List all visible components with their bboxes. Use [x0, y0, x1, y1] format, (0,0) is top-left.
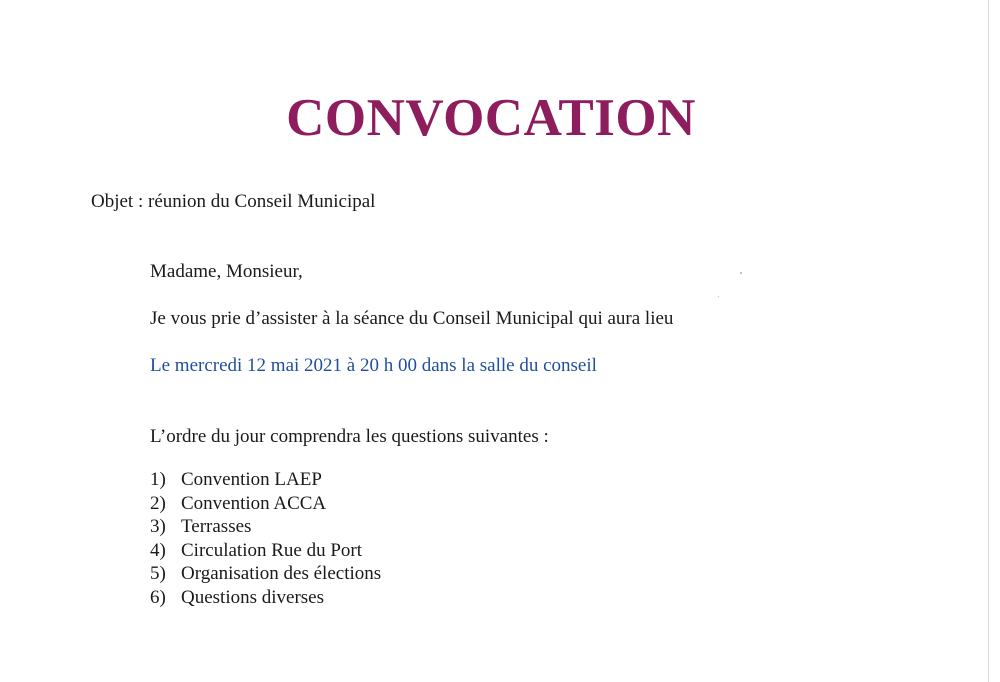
agenda-item-number: 2)	[150, 492, 166, 514]
agenda-intro: L’ordre du jour comprendra les questions suivantes :	[150, 426, 549, 447]
request-sentence: Je vous prie d’assister à la séance du Conseil Municipal qui aura lieu	[150, 308, 674, 329]
agenda-item-label: Circulation Rue du Port	[181, 539, 363, 561]
agenda-item-label: Terrasses	[181, 516, 252, 537]
agenda-item	[150, 562, 381, 586]
agenda-item-number: 1)	[150, 469, 166, 490]
meeting-date-location: Le mercredi 12 mai 2021 à 20 h 00 dans la salle du conseil	[150, 355, 597, 376]
agenda-item	[150, 468, 381, 492]
agenda-item	[150, 586, 381, 610]
agenda-item	[150, 539, 381, 563]
page-edge-line	[988, 0, 989, 682]
agenda-item-number: 5)	[150, 563, 166, 584]
agenda-item-label: Convention LAEP	[181, 469, 322, 490]
agenda-item-number: 6)	[150, 586, 166, 608]
agenda-item-number: 3)	[150, 516, 166, 537]
scan-speck	[718, 296, 719, 297]
agenda-item-label: Questions diverses	[181, 586, 325, 608]
agenda-item-label: Convention ACCA	[181, 492, 327, 514]
document-title: CONVOCATION	[286, 88, 696, 147]
agenda-item-number: 4)	[150, 539, 166, 561]
scan-speck	[740, 272, 742, 274]
agenda-item-label: Organisation des élections	[181, 563, 382, 584]
subject-line: Objet : réunion du Conseil Municipal	[91, 191, 376, 212]
agenda-list	[150, 468, 381, 609]
agenda-item	[150, 515, 381, 539]
agenda-item	[150, 492, 381, 516]
salutation: Madame, Monsieur,	[150, 261, 303, 282]
